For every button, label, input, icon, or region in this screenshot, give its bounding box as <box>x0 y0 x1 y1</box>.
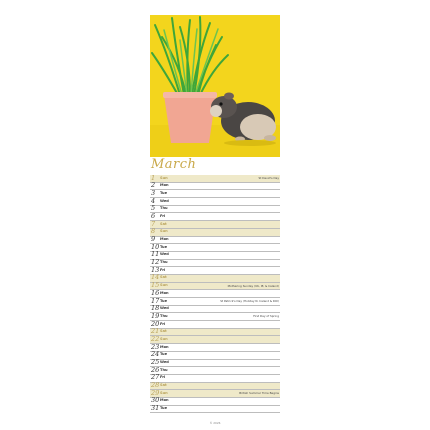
page-footer: © 2026 <box>209 421 221 425</box>
day-of-week: Sun <box>160 229 168 234</box>
day-row <box>150 336 280 344</box>
day-row <box>150 175 280 183</box>
day-number: 9 <box>151 235 156 243</box>
day-row <box>150 260 280 268</box>
day-of-week: Tue <box>160 352 168 357</box>
day-of-week: Sat <box>160 383 167 388</box>
day-number: 22 <box>151 334 160 343</box>
day-row <box>150 183 280 191</box>
day-of-week: Sat <box>160 329 167 334</box>
day-event: Mothering Sunday (UK, IE, & Ireland) <box>227 283 279 288</box>
day-of-week: Wed <box>160 252 169 257</box>
day-row <box>150 390 280 398</box>
day-number: 24 <box>151 350 160 359</box>
day-event: First Day of Spring <box>253 314 279 319</box>
day-row <box>150 360 280 368</box>
day-of-week: Wed <box>160 360 169 364</box>
day-of-week: Tue <box>160 244 168 249</box>
day-of-week: Thu <box>160 367 168 372</box>
day-row <box>150 329 280 337</box>
day-number: 8 <box>151 227 156 236</box>
day-row <box>150 206 280 214</box>
day-of-week: Thu <box>160 260 168 265</box>
day-of-week: Sun <box>160 336 168 341</box>
day-of-week: Mon <box>160 237 169 241</box>
day-of-week: Fri <box>160 267 166 272</box>
day-row <box>150 283 280 291</box>
day-number: 11 <box>151 250 160 259</box>
day-row <box>150 252 280 260</box>
day-row <box>150 406 280 414</box>
day-row <box>150 267 280 275</box>
day-number: 7 <box>151 219 156 228</box>
day-event: St David's Day <box>258 176 279 180</box>
day-of-week: Thu <box>160 313 168 318</box>
day-number: 2 <box>151 181 156 190</box>
day-number: 10 <box>151 242 160 251</box>
day-number: 4 <box>151 196 156 205</box>
day-of-week: Tue <box>160 190 168 195</box>
day-row <box>150 313 280 321</box>
day-row <box>150 221 280 229</box>
day-number: 14 <box>151 273 160 282</box>
day-row <box>150 398 280 406</box>
day-event: British Summer Time Begins <box>239 391 279 396</box>
day-number: 19 <box>151 311 160 320</box>
guinea-pig-photo <box>150 15 280 157</box>
day-of-week: Tue <box>160 298 168 303</box>
day-number: 30 <box>151 396 160 405</box>
day-of-week: Mon <box>160 344 169 349</box>
day-of-week: Tue <box>160 406 168 411</box>
day-of-week: Fri <box>160 375 166 380</box>
day-number: 29 <box>151 388 160 397</box>
day-number: 26 <box>151 365 160 374</box>
day-of-week: Fri <box>160 321 166 326</box>
day-row <box>150 321 280 329</box>
day-number: 18 <box>151 304 160 313</box>
day-of-week: Wed <box>160 198 169 203</box>
day-list <box>150 175 280 421</box>
day-number: 6 <box>151 211 156 220</box>
day-row <box>150 352 280 360</box>
day-of-week: Thu <box>160 206 168 211</box>
day-event: St Patrick's Day (Holiday N. Ireland & ROI) <box>220 299 279 303</box>
day-number: 25 <box>151 358 160 366</box>
day-of-week: Wed <box>160 306 169 311</box>
day-of-week: Sat <box>160 275 167 280</box>
day-number: 28 <box>151 381 160 390</box>
day-number: 31 <box>151 404 160 413</box>
day-row <box>150 237 280 245</box>
day-number: 21 <box>151 327 160 336</box>
day-row <box>150 229 280 237</box>
day-row <box>150 244 280 252</box>
day-row <box>150 383 280 391</box>
day-number: 12 <box>151 258 160 267</box>
day-row <box>150 298 280 306</box>
day-of-week: Sun <box>160 283 168 288</box>
day-number: 5 <box>151 204 156 213</box>
day-of-week: Fri <box>160 213 166 218</box>
day-row <box>150 367 280 375</box>
day-row <box>150 198 280 206</box>
day-number: 23 <box>151 342 160 351</box>
day-number: 16 <box>151 288 160 297</box>
day-of-week: Mon <box>160 398 169 403</box>
day-row <box>150 190 280 198</box>
day-number: 13 <box>151 265 160 274</box>
month-title: March <box>151 157 197 172</box>
day-row <box>150 290 280 298</box>
day-of-week: Sun <box>160 175 168 180</box>
day-number: 15 <box>151 281 160 290</box>
day-row <box>150 275 280 283</box>
day-row <box>150 306 280 314</box>
day-of-week: Mon <box>160 183 169 188</box>
day-of-week: Mon <box>160 290 169 295</box>
day-number: 3 <box>151 188 156 197</box>
day-row <box>150 213 280 221</box>
day-row <box>150 344 280 352</box>
day-number: 27 <box>151 373 160 382</box>
day-of-week: Sun <box>160 390 168 395</box>
photo-illustration <box>150 15 280 157</box>
calendar-page <box>150 15 280 427</box>
day-row <box>150 375 280 383</box>
day-of-week: Sat <box>160 221 167 226</box>
day-number: 17 <box>151 296 160 305</box>
day-number: 20 <box>151 319 160 328</box>
day-number: 1 <box>151 173 156 182</box>
